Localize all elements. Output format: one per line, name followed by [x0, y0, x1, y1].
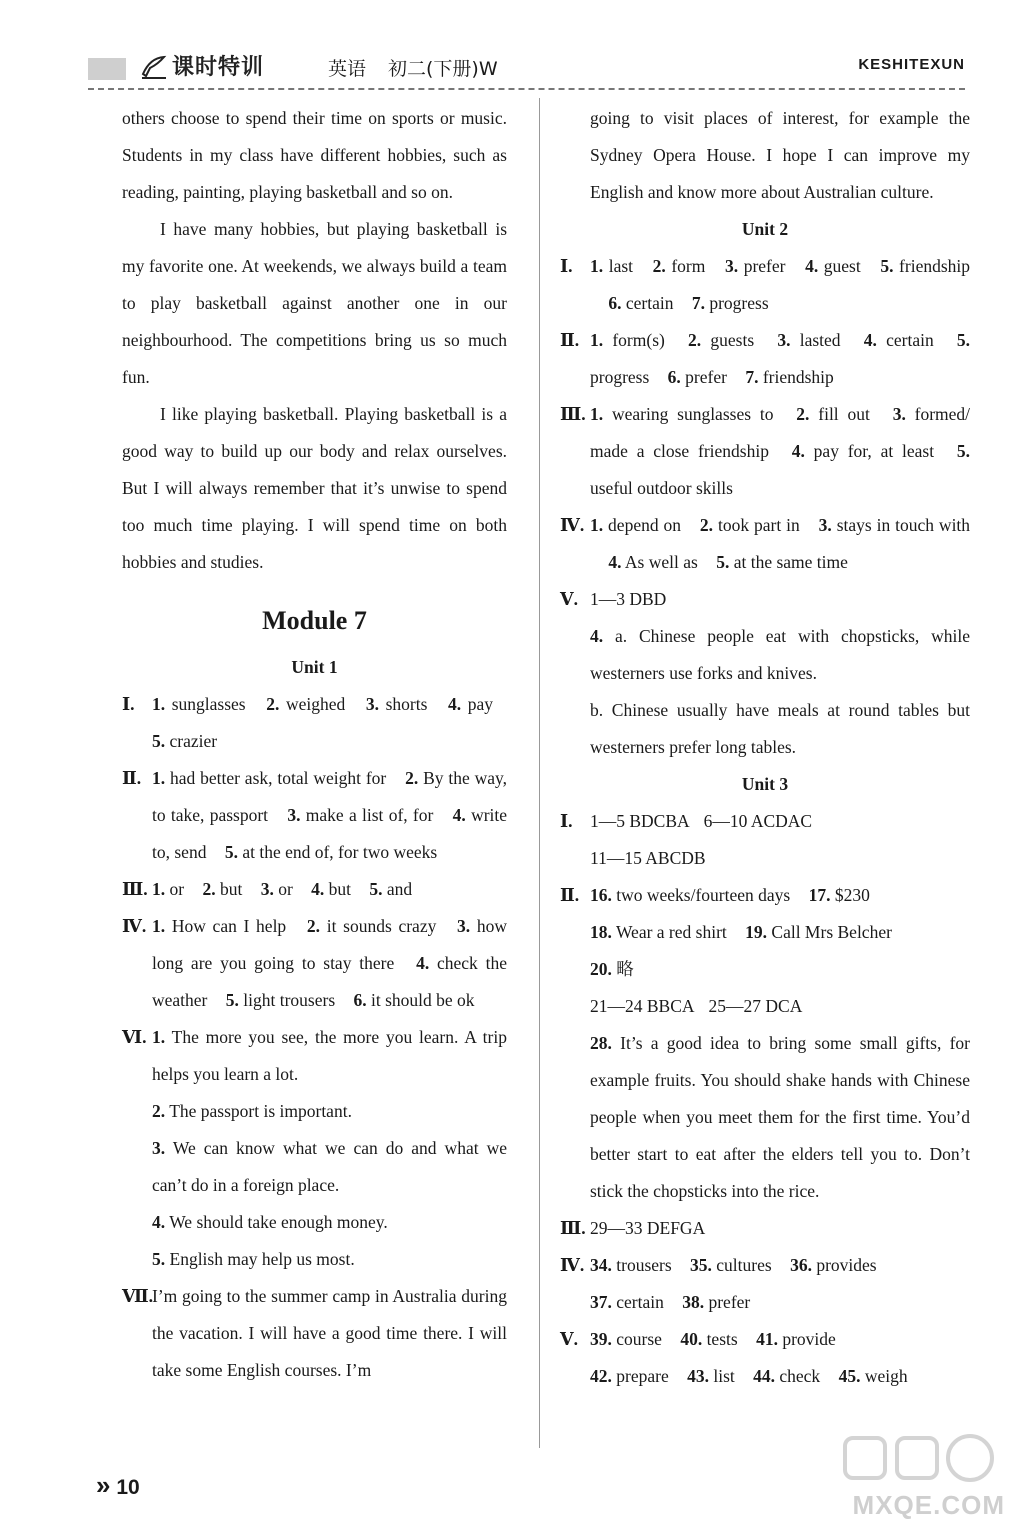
left-column — [122, 100, 507, 1389]
section-numeral: Ⅱ. — [122, 768, 142, 788]
section-numeral: Ⅱ. — [560, 330, 580, 350]
answer-line: 11—15 ABCDB — [590, 848, 706, 868]
answer-line: I’m going to the summer camp in Australia during the vacation. I will have a good time there. I will take some English courses. I’m — [152, 1286, 507, 1380]
answer-line: 1. form(s) 2. guests 3. lasted 4. certain 5. progress 6. prefer 7. friendship — [590, 330, 971, 387]
answer-line: 28. It’s a good idea to bring some small gifts, for example fruits. You should shake hands with Chinese people when you meet them for the first time. You’d better start to eat after the elders tell you to. Don’t stick the chopsticks into the rice. — [590, 1033, 971, 1201]
answer-line: 39. course 40. tests 41. provide 42. prepare 43. list 44. check 45. weigh — [590, 1329, 908, 1386]
answer-line: 29—33 DEFGA — [590, 1218, 706, 1238]
answer-line: 4. We should take enough money. — [152, 1212, 388, 1232]
logo — [140, 50, 264, 81]
exercise-section — [122, 1278, 507, 1389]
answer-line: 1. had better ask, total weight for 2. By the way, to take, passport 3. make a list of, for 4. write to, send 5. at the end of, for two weeks — [152, 768, 508, 862]
section-numeral: Ⅳ. — [560, 1255, 585, 1275]
essay-paragraph: I have many hobbies, but playing basketball is my favorite one. At weekends, we always build a team to play basketball against another one in our neighbourhood. The competitions bring us so much fun. — [122, 219, 507, 387]
watermark-text: MXQE.COM — [852, 1490, 1005, 1520]
section-numeral: Ⅰ. — [122, 694, 135, 714]
exercise-section — [560, 803, 970, 840]
answer-line: going to visit places of interest, for example the Sydney Opera House. I hope I can improve my English and know more about Australian culture. — [590, 108, 970, 202]
exercise-section — [560, 396, 970, 507]
grade-label: 初二(下册)W — [388, 58, 498, 80]
answer-line: 1—3 DBD — [590, 589, 667, 609]
section-numeral: Ⅲ. — [122, 879, 148, 899]
section-numeral: Ⅲ. — [560, 1218, 586, 1238]
right-column — [560, 100, 970, 1395]
section-numeral: Ⅴ. — [560, 1329, 578, 1349]
exercise-section — [560, 581, 970, 618]
column-divider — [539, 98, 540, 1448]
exercise-section — [122, 908, 507, 1019]
exercise-section — [122, 871, 507, 908]
page-number — [96, 1470, 140, 1501]
section-numeral: Ⅳ. — [560, 515, 585, 535]
answer-line: b. Chinese usually have meals at round tables but westerners prefer long tables. — [590, 700, 970, 757]
double-arrow-icon: » — [96, 1470, 111, 1500]
answer-line: 1. last 2. form 3. prefer 4. guest 5. friendship 6. certain 7. progress — [590, 256, 971, 313]
answer-line: 1. How can I help 2. it sounds crazy 3. how long are you going to stay there 4. check the weather 5. light trousers 6. it should be ok — [152, 916, 508, 1010]
section-numeral: Ⅴ. — [560, 589, 578, 609]
unit-title: Unit 2 — [741, 219, 789, 239]
section-numeral: Ⅲ. — [560, 404, 586, 424]
answer-line: 1. sunglasses 2. weighed 3. shorts 4. pay 5. crazier — [152, 694, 494, 751]
answer-line: 1. depend on 2. took part in 3. stays in touch with 4. As well as 5. at the same time — [590, 515, 971, 572]
exercise-section — [560, 1321, 970, 1395]
section-numeral: Ⅵ. — [122, 1027, 147, 1047]
unit-title: Unit 3 — [741, 774, 789, 794]
exercise-section — [560, 1247, 970, 1321]
exercise-section — [122, 1019, 507, 1093]
exercise-section — [560, 1210, 970, 1247]
section-numeral: Ⅰ. — [560, 256, 573, 276]
page-header — [0, 0, 1019, 95]
logo-text: 课时特训 — [172, 55, 265, 80]
exercise-section — [560, 248, 970, 322]
header-gray-box — [88, 58, 126, 80]
brand-label: KESHITEXUN — [858, 56, 965, 73]
answer-line: 1. wearing sunglasses to 2. fill out 3. formed/ made a close friendship 4. pay for, at least 5. useful outdoor skills — [590, 404, 971, 498]
answer-line: 3. We can know what we can do and what we can’t do in a foreign place. — [152, 1138, 508, 1195]
exercise-section — [122, 686, 507, 760]
section-numeral: Ⅳ. — [122, 916, 147, 936]
answer-line: 2. The passport is important. — [152, 1101, 352, 1121]
answer-line: 4. a. Chinese people eat with chopsticks, while westerners use forks and knives. — [590, 626, 971, 683]
answer-line: 16. two weeks/fourteen days 17. $230 18. Wear a red shirt 19. Call Mrs Belcher 20. 略 21—24 BBCA 25—27 DCA — [590, 885, 892, 1016]
exercise-section — [560, 877, 970, 1025]
answer-line: 1. The more you see, the more you learn. A trip helps you learn a lot. — [152, 1027, 507, 1084]
module-title: Module 7 — [262, 606, 367, 635]
unit-title: Unit 1 — [291, 657, 338, 677]
section-numeral: Ⅱ. — [560, 885, 580, 905]
pen-icon — [140, 54, 168, 80]
essay-paragraph: others choose to spend their time on sports or music. Students in my class have different hobbies, such as reading, painting, playing basketball and so on. — [122, 108, 507, 202]
section-numeral: Ⅰ. — [560, 811, 573, 831]
answer-line: 34. trousers 35. cultures 36. provides 37. certain 38. prefer — [590, 1255, 877, 1312]
exercise-section — [560, 507, 970, 581]
subject-label: 英语 — [328, 58, 367, 80]
section-numeral: Ⅶ. — [122, 1286, 154, 1306]
essay-paragraph: I like playing basketball. Playing basketball is a good way to build up our body and relax ourselves. But I will always remember that it’s unwise to spend too much time playing. I will spend time on both hobbies and studies. — [122, 404, 507, 572]
exercise-section — [122, 760, 507, 871]
page-number-text: 10 — [116, 1476, 140, 1499]
answer-line: 5. English may help us most. — [152, 1249, 355, 1269]
answer-line: 1—5 BDCBA 6—10 ACDAC — [590, 811, 813, 831]
exercise-section — [560, 322, 970, 396]
answer-line: 1. or 2. but 3. or 4. but 5. and — [152, 879, 413, 899]
header-divider — [88, 88, 965, 90]
